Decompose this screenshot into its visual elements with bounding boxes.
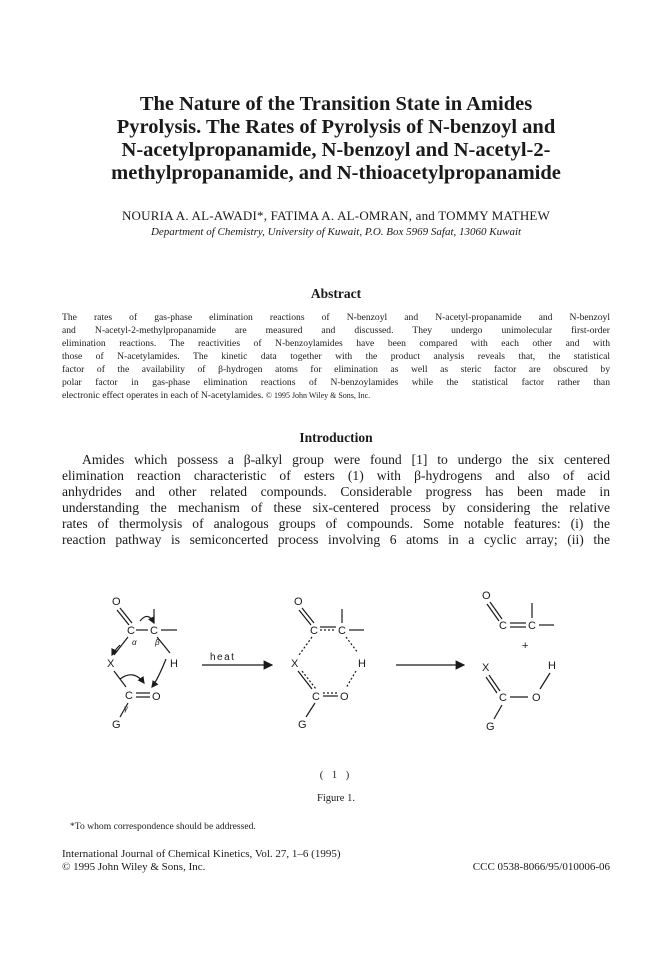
product-g-group: G xyxy=(486,721,495,733)
product-plus-sign: + xyxy=(522,640,529,652)
author-list: NOURIA A. AL-AWADI*, FATIMA A. AL-OMRAN, and TOMMY MATHEW xyxy=(121,208,551,223)
ts-carbonyl-carbon: C xyxy=(310,625,318,637)
product-acid-carbon: C xyxy=(499,692,507,704)
reactant-lower-carbon: C xyxy=(125,690,133,702)
journal-copyright: © 1995 John Wiley & Sons, Inc. xyxy=(62,861,206,873)
affiliation: Department of Chemistry, University of Kuwait, P.O. Box 5969 Safat, 13060 Kuwait xyxy=(150,226,522,238)
reactant-hydrogen: H xyxy=(170,658,178,670)
reactant-beta-label: β xyxy=(155,638,160,647)
product-alkene-carbon-2: C xyxy=(528,620,536,632)
introduction-body xyxy=(62,452,610,548)
intro-line: reaction pathway is semiconcerted process involving 6 atoms in a cyclic array; (ii) the xyxy=(62,532,610,547)
product-alkene-carbon-1: C xyxy=(499,620,507,632)
abstract-line: factor of the availability of β-hydrogen atoms for elimination as well as steric factor are obscured by xyxy=(62,364,610,375)
intro-line: elimination reaction characteristic of esters (1) with β-hydrogens and also of acid xyxy=(62,468,610,483)
ts-lower-carbon: C xyxy=(312,691,320,703)
intro-line: Amides which possess a β-alkyl group were found [1] to undergo the six centered xyxy=(82,452,610,467)
figure-caption: Figure 1. xyxy=(317,793,355,804)
reactant-structure xyxy=(107,596,178,731)
abstract-line: polar factor in gas-phase elimination reactions of N-benzoylamides while the statistical factor rather than xyxy=(62,377,610,388)
title-line: The Nature of the Transition State in Amides xyxy=(139,93,533,115)
intro-line: rates of thermolysis of analogous groups of compounds. Some notable features: (i) the xyxy=(62,516,610,531)
reactant-g-group: G xyxy=(112,719,121,731)
ts-oxygen-top: O xyxy=(294,596,303,608)
product-hydrogen: H xyxy=(548,660,556,672)
abstract-line: and N-acetyl-2-methylpropanamide are measured and discussed. They undergo unimolecular first-order xyxy=(62,325,610,336)
introduction-heading: Introduction xyxy=(299,430,373,445)
abstract-line: those of N-acetylamides. The kinetic data together with the product analysis reveals that, the statistical xyxy=(62,351,610,362)
ts-hydrogen: H xyxy=(358,658,366,670)
abstract-copyright: © 1995 John Wiley & Sons, Inc. xyxy=(265,391,371,400)
product-acid-oxygen: O xyxy=(532,692,541,704)
reactant-x-atom: X xyxy=(107,658,115,670)
title-line: Pyrolysis. The Rates of Pyrolysis of N-benzoyl and xyxy=(116,116,556,138)
intro-line: anhydrides and other related compounds. Considerable progress has been made in xyxy=(62,484,610,499)
journal-citation-block xyxy=(62,848,341,874)
abstract-last-line xyxy=(62,389,610,402)
product-structures xyxy=(482,590,556,733)
ts-alpha-carbon: C xyxy=(338,625,346,637)
correspondence-footnote: *To whom correspondence should be addressed. xyxy=(70,821,256,832)
ccc-code: CCC 0538-8066/95/010006-06 xyxy=(472,861,610,873)
abstract-line: electronic effect operates in each of N-acetylamides. xyxy=(62,390,264,401)
ts-g-group: G xyxy=(298,719,307,731)
title-line: N-acetylpropanamide, N-benzoyl and N-acetyl-2- xyxy=(121,139,551,161)
reactant-alpha-label: α xyxy=(132,638,137,647)
transition-state-structure xyxy=(291,596,366,731)
reactant-oxygen-top: O xyxy=(112,596,121,608)
abstract-body xyxy=(62,311,610,402)
reactant-gamma-label: γ xyxy=(124,704,128,713)
abstract-heading: Abstract xyxy=(310,286,362,301)
ts-x-atom: X xyxy=(291,658,299,670)
compound-number: ( 1 ) xyxy=(319,770,353,781)
ts-lower-oxygen: O xyxy=(340,691,349,703)
abstract-line: The rates of gas-phase elimination reactions of N-benzoyl and N-acetyl-propanamide and N-benzoyl xyxy=(62,312,610,323)
heat-label: heat xyxy=(210,652,236,663)
reaction-scheme xyxy=(62,583,610,773)
reactant-lower-oxygen: O xyxy=(152,691,161,703)
reactant-alpha-carbon: C xyxy=(150,625,158,637)
product-x-atom: X xyxy=(482,662,490,674)
paper-title xyxy=(60,93,612,185)
title-line: methylpropanamide, and N-thioacetylpropanamide xyxy=(111,162,561,184)
journal-citation: International Journal of Chemical Kinetics, Vol. 27, 1–6 (1995) xyxy=(62,848,341,860)
abstract-line: elimination reactions. The reactivities of N-benzoylamides have been compared with each other and with xyxy=(62,338,610,349)
product-ketene-oxygen: O xyxy=(482,590,491,602)
reactant-carbonyl-carbon: C xyxy=(127,625,135,637)
intro-line: understanding the mechanism of these six-centered process by considering the relative xyxy=(62,500,610,515)
